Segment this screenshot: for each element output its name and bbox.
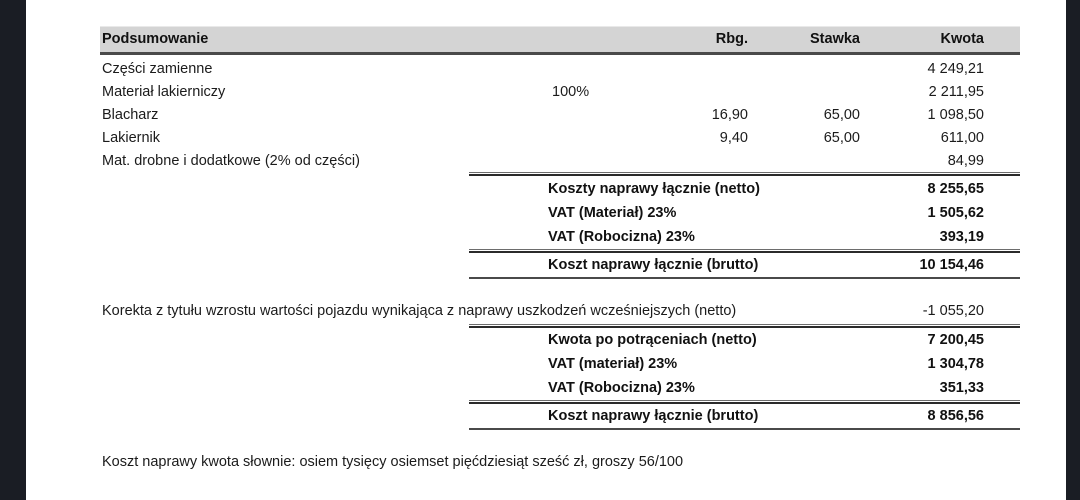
totals-value: 351,33: [939, 380, 984, 396]
line-item-amount: 2 211,95: [928, 84, 984, 100]
table-row: [100, 126, 1020, 150]
table-row: [100, 149, 1020, 173]
line-item-amount: 84,99: [947, 153, 984, 169]
line-item-rate: 65,00: [823, 107, 860, 123]
line-item-description: Lakiernik: [102, 130, 161, 146]
correction-value: -1 055,20: [922, 303, 984, 319]
column-header-amount: Kwota: [940, 31, 984, 47]
letterbox-bar-right: [1066, 0, 1080, 500]
secondary-totals-row-vat-labour: [100, 376, 1020, 400]
line-item-amount: 1 098,50: [927, 107, 984, 123]
column-header-rbg: Rbg.: [715, 31, 748, 47]
line-item-rate: 65,00: [823, 130, 860, 146]
table-header-underline: [100, 52, 1020, 55]
line-item-percent: 100%: [552, 84, 590, 100]
totals-value: 1 304,78: [927, 356, 984, 372]
totals-value: 7 200,45: [927, 332, 984, 348]
line-item-description: Materiał lakierniczy: [102, 84, 226, 100]
secondary-totals-row-net: [100, 328, 1020, 352]
totals-value: 1 505,62: [927, 205, 984, 221]
amount-in-words: Koszt naprawy kwota słownie: osiem tysięcy osiemset pięćdziesiąt sześć zł, groszy 56/100: [102, 454, 684, 470]
line-item-description: Blacharz: [102, 107, 159, 123]
grand-total-label: Koszt naprawy łącznie (brutto): [548, 408, 759, 424]
correction-label: Korekta z tytułu wzrostu wartości pojazdu wynikająca z naprawy uszkodzeń wcześniejszych (netto): [102, 303, 737, 319]
totals-row-net: [100, 177, 1020, 201]
line-item-rbg: 16,90: [711, 107, 748, 123]
line-item-amount: 611,00: [940, 130, 984, 146]
table-row: [100, 80, 1020, 104]
cost-summary-table: [26, 0, 1066, 500]
column-header-rate: Stawka: [810, 31, 860, 47]
totals-label: VAT (Robocizna) 23%: [548, 380, 695, 396]
table-header-row: [100, 26, 1020, 52]
line-item-amount: 4 249,21: [927, 61, 984, 77]
table-row: [100, 57, 1020, 81]
line-item-description: Części zamienne: [102, 61, 213, 77]
letterbox-bar-left: [0, 0, 26, 500]
document-page: [26, 0, 1066, 500]
totals-row-vat-labour: [100, 225, 1020, 249]
totals-top-rule: [469, 172, 1020, 176]
grand-total-label: Koszt naprawy łącznie (brutto): [548, 257, 759, 273]
column-header-description: Podsumowanie: [102, 31, 209, 47]
grand-total-row-gross: [100, 253, 1020, 277]
correction-row: [100, 299, 1020, 323]
totals-label: VAT (materiał) 23%: [548, 356, 678, 372]
totals-row-vat-material: [100, 201, 1020, 225]
grand-total-bottom-rule: [469, 277, 1020, 279]
line-item-description: Mat. drobne i dodatkowe (2% od części): [102, 153, 360, 169]
secondary-grand-total-row-gross: [100, 404, 1020, 428]
totals-label: Koszty naprawy łącznie (netto): [548, 181, 760, 197]
totals-label: Kwota po potrąceniach (netto): [548, 332, 757, 348]
grand-total-value: 8 856,56: [927, 408, 984, 424]
totals-label: VAT (Materiał) 23%: [548, 205, 677, 221]
table-row: [100, 103, 1020, 127]
totals-value: 393,19: [939, 229, 984, 245]
line-item-rbg: 9,40: [719, 130, 748, 146]
secondary-grand-total-bottom-rule: [469, 428, 1020, 430]
amount-in-words-row: [100, 450, 1020, 474]
totals-label: VAT (Robocizna) 23%: [548, 229, 695, 245]
secondary-totals-row-vat-material: [100, 352, 1020, 376]
grand-total-value: 10 154,46: [919, 257, 984, 273]
totals-value: 8 255,65: [927, 181, 984, 197]
